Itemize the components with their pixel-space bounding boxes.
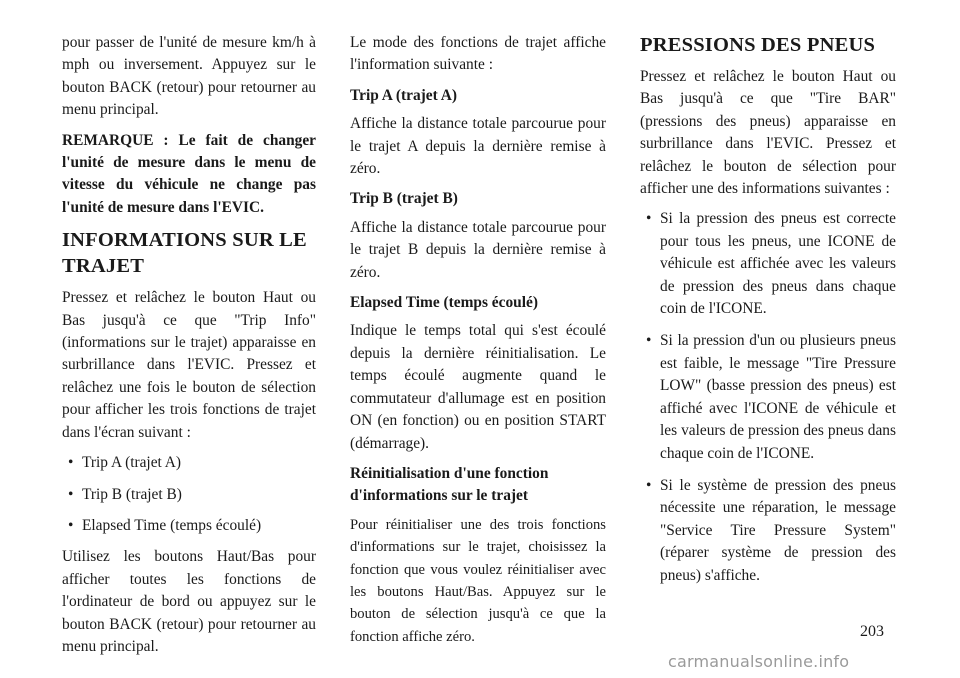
trip-b-paragraph: Affiche la distance totale parcourue pour le trajet B depuis la dernière remise à zéro. <box>350 218 606 281</box>
list-item <box>640 475 896 587</box>
column-left <box>62 32 316 666</box>
list-item-text: Elapsed Time (temps écoulé) <box>82 516 262 534</box>
watermark-text: carmanualsonline.info <box>668 652 850 671</box>
bullet-icon: • <box>68 516 74 534</box>
elapsed-time-paragraph: Indique le temps total qui s'est écoulé depuis la dernière réinitialisation. Le temps écoulé augmente quand le commutateur d'allumage est en position ON (en fonction) ou en position START (démarrage). <box>350 322 606 452</box>
page-number: 203 <box>860 623 884 640</box>
list-item-text: Si la pression des pneus est correcte pour tous les pneus, une ICONE de véhicule est affichée avec les valeurs de pression des pneus dans chaque coin de l'ICONE. <box>660 210 896 318</box>
trip-a-heading: Trip A (trajet A) <box>350 86 457 104</box>
tire-pressure-paragraph: Pressez et relâchez le bouton Haut ou Bas jusqu'à ce que "Tire BAR" (pressions des pneus) apparaisse en surbrillance dans l'EVIC. Pressez et relâchez le bouton de sélection pour afficher une des informations suivantes : <box>640 68 896 198</box>
bullet-icon: • <box>68 454 74 472</box>
reset-heading: Réinitialisation d'une fonction d'informations sur le trajet <box>350 464 549 505</box>
list-item-text: Si le système de pression des pneus nécessite une réparation, le message "Service Tire Pressure System" (réparer système de pression des pneus) s'affiche. <box>660 476 896 584</box>
list-item <box>62 515 316 537</box>
reset-paragraph: Pour réinitialiser une des trois fonctions d'informations sur le trajet, choisissez la fonction que vous voulez réinitialiser avec les boutons Haut/Bas. Appuyez sur le bouton de sélection jusqu'à ce que la fonction affiche zéro. <box>350 516 606 645</box>
list-item <box>640 208 896 320</box>
list-item-text: Trip A (trajet A) <box>82 454 182 472</box>
column-middle <box>350 32 606 656</box>
section-heading-tire-pressure: PRESSIONS DES PNEUS <box>640 34 876 56</box>
list-item <box>62 484 316 506</box>
tire-pressure-list <box>640 208 896 587</box>
trip-functions-list <box>62 452 316 537</box>
trip-b-heading: Trip B (trajet B) <box>350 190 458 208</box>
list-item <box>62 452 316 474</box>
elapsed-time-heading: Elapsed Time (temps écoulé) <box>350 294 538 312</box>
note-paragraph: REMARQUE : Le fait de changer l'unité de mesure dans le menu de vitesse du véhicule ne change pas l'unité de mesure dans l'EVIC. <box>62 131 316 216</box>
trip-mode-intro: Le mode des fonctions de trajet affiche l'information suivante : <box>350 34 606 74</box>
bullet-icon: • <box>68 485 74 503</box>
navigation-paragraph: Utilisez les boutons Haut/Bas pour afficher toutes les fonctions de l'ordinateur de bord ou appuyez sur le bouton BACK (retour) pour retourner au menu principal. <box>62 548 316 655</box>
bullet-icon: • <box>646 332 652 350</box>
list-item-text: Trip B (trajet B) <box>82 485 182 503</box>
bullet-icon: • <box>646 210 652 228</box>
list-item-text: Si la pression d'un ou plusieurs pneus est faible, le message "Tire Pressure LOW" (basse pression des pneus) est affiché avec l'ICONE de véhicule et les valeurs de pression des pneus dans chaque coin de l'ICONE. <box>660 332 896 462</box>
trip-info-paragraph: Pressez et relâchez le bouton Haut ou Bas jusqu'à ce que "Trip Info" (informations sur le trajet) apparaisse en surbrillance dans l'EVIC. Pressez et relâchez une fois le bouton de sélection pour afficher les trois fonctions de trajet dans l'écran suivant : <box>62 289 316 441</box>
section-heading-trip-info: INFORMATIONS SUR LE TRAJET <box>62 229 307 278</box>
trip-a-paragraph: Affiche la distance totale parcourue pour le trajet A depuis la dernière remise à zéro. <box>350 115 606 178</box>
bullet-icon: • <box>646 476 652 494</box>
intro-paragraph: pour passer de l'unité de mesure km/h à mph ou inversement. Appuyez sur le bouton BACK (retour) pour retourner au menu principal. <box>62 34 316 119</box>
list-item <box>640 330 896 464</box>
column-right <box>640 32 896 597</box>
